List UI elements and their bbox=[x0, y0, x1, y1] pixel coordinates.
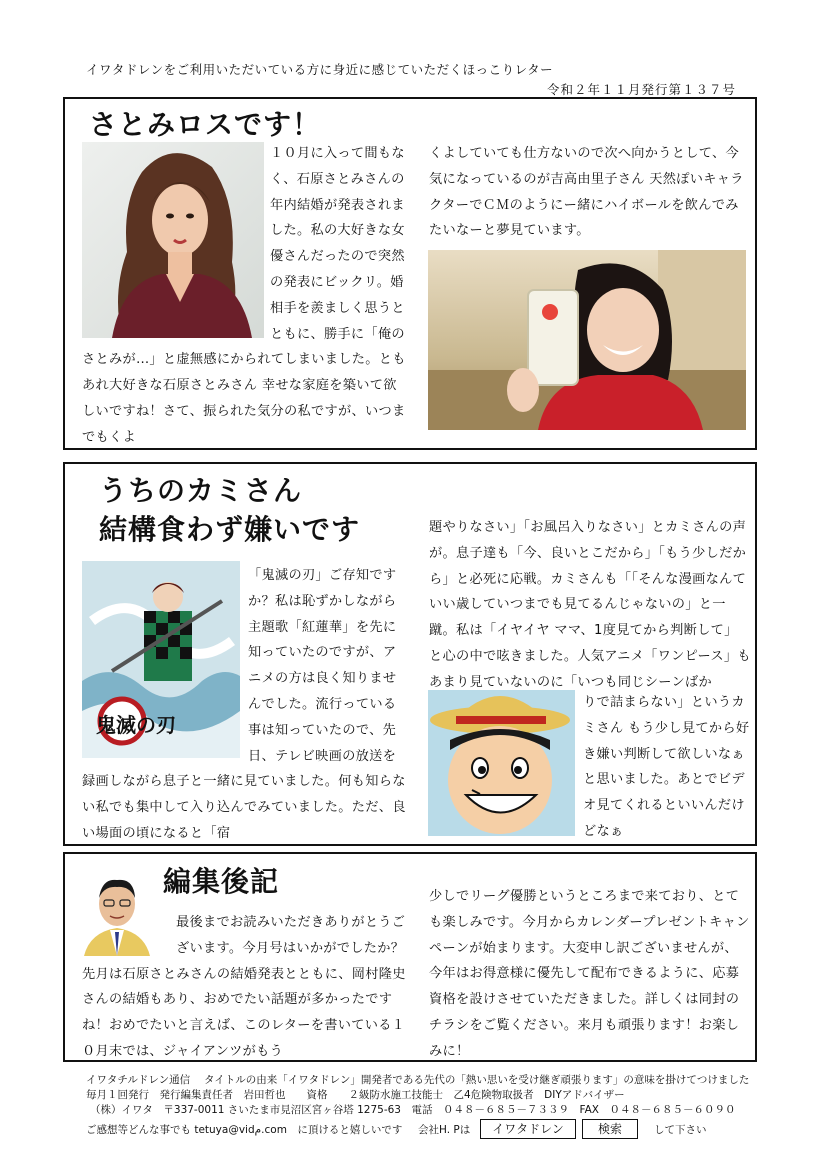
article-title-line1: うちのカミさん bbox=[99, 474, 303, 507]
article-text-right-bottom: りで詰まらない」というカミさん もう少し見てから好き嫌い判断して欲しいなぁと思いました。あとでビデオ見てくれるといいんだけどなぁ bbox=[583, 695, 750, 839]
issue-number: 令和２年１１月発行第１３７号 bbox=[546, 82, 736, 97]
article-text-right: くよしていても仕方ないので次へ向かうとして、今気になっているのが吉高由里子さん 天然ぽいキャラクターでＣＭのようにー緒にハイボールを飲んでみたいなーと夢見ています。 bbox=[429, 146, 744, 239]
article-text-right-top: 題やりなさい」「お風呂入りなさい」とカミさんの声が。息子達も「今、良いとこだから」「もう少しだから」と必死に応戦。カミさんも「「そんな漫画なんていい歳していつまでも見てるんじゃないの」と一蹴。私は「イヤイヤ ママ、1度見てから判断して」と心の中で呟きました。人気アニメ「ワンピース」もあまり見ていないのに「いつも同じシーンばか bbox=[429, 520, 751, 690]
footer-line-2: 毎月１回発行 発行編集責任者 岩田哲也 資格 ２級防水施工技能士 乙4危険物取扱者 DIYアドバイザー bbox=[86, 1089, 625, 1101]
article-title: さとみロスです！ bbox=[89, 108, 322, 141]
woman-with-highball-photo bbox=[428, 250, 746, 430]
article-kamisan bbox=[63, 462, 757, 846]
article-satomi bbox=[63, 97, 757, 450]
search-term-box: イワタドレン bbox=[480, 1119, 576, 1139]
footer-line-1: イワタチルドレン通信 タイトルの由来「イワタドレン」開発者である先代の「熱い思いを受け継ぎ頑張ります」の意味を掛けてつけました bbox=[86, 1074, 750, 1086]
hp-suffix: して下さい bbox=[654, 1124, 707, 1136]
straw-hat-character-illustration bbox=[428, 690, 575, 836]
article-text-left: １０月に入って間もなく、石原さとみさんの年内結婚が発表されました。私の大好きな女優さんだったので突然の発表にビックリ。婚相手を羨ましく思うとともに、勝手に「俺のさとみが…」と虚無感にかられてしまいました。ともあれ大好きな石原さとみさん 幸せな家庭を築いて欲しいですね！さて、振られた気分の私ですが、いつまでもくよ bbox=[82, 146, 406, 445]
highball-photo bbox=[428, 250, 746, 430]
footer-line-3: （株）イワタ 〒337-0011 さいたま市見沼区宮ヶ谷塔 1275-63 電話 ０４８－６８５－７３３９ FAX ０４８－６８５－６０９０ bbox=[90, 1104, 736, 1116]
editors-note-right: 少しでリーグ優勝というところまで来ており、とても楽しみです。今月からカレンダープレゼントキャンペーンが始まります。大変申し訳ございませんが、今年はお得意様に優先して配布できるように、応募資格を設けさせていただきました。詳しくは同封のチラシをご覧ください。来月も頑張ります！お楽しみに！ bbox=[429, 889, 750, 1059]
editors-note bbox=[63, 852, 757, 1062]
footer-contact: ご感想等どんな事でも tetuya@vidم.com に頂けると嬉しいです bbox=[86, 1124, 403, 1136]
poster-logo: 鬼滅の刃 bbox=[96, 713, 176, 737]
onepiece-image bbox=[428, 690, 575, 836]
article-text-left: 「鬼滅の刃」ご存知ですか？私は恥ずかしながら主題歌「紅蓮華」を先に知っていたのですが、アニメの方は良く知りませんでした。流行っている事は知っていたので、先日、テレビ映画の放送を録画しながら息子と一緒に見ていました。何も知らない私でも集中して入り込んでみていました。ただ、良い場面の頃になると「宿 bbox=[82, 568, 406, 841]
hp-label: 会社H. Pは bbox=[418, 1124, 471, 1136]
article-title-line2: 結構食わず嫌いです bbox=[99, 513, 361, 546]
editors-note-left: 最後までお読みいただきありがとうございます。今月号はいかがでしたか？先月は石原さとみさんの結婚発表とともに、岡村隆史さんの結婚もあり、おめでたい話題が多かったですね！おめでたいと言えば、このレターを書いている１０月末では、ジャイアンツがもう bbox=[82, 915, 406, 1059]
search-button: 検索 bbox=[582, 1119, 638, 1139]
section-title: 編集後記 bbox=[163, 865, 280, 898]
header-subtitle: イワタドレンをご利用いただいている方に身近に感じていただくほっこりレター bbox=[86, 62, 554, 77]
